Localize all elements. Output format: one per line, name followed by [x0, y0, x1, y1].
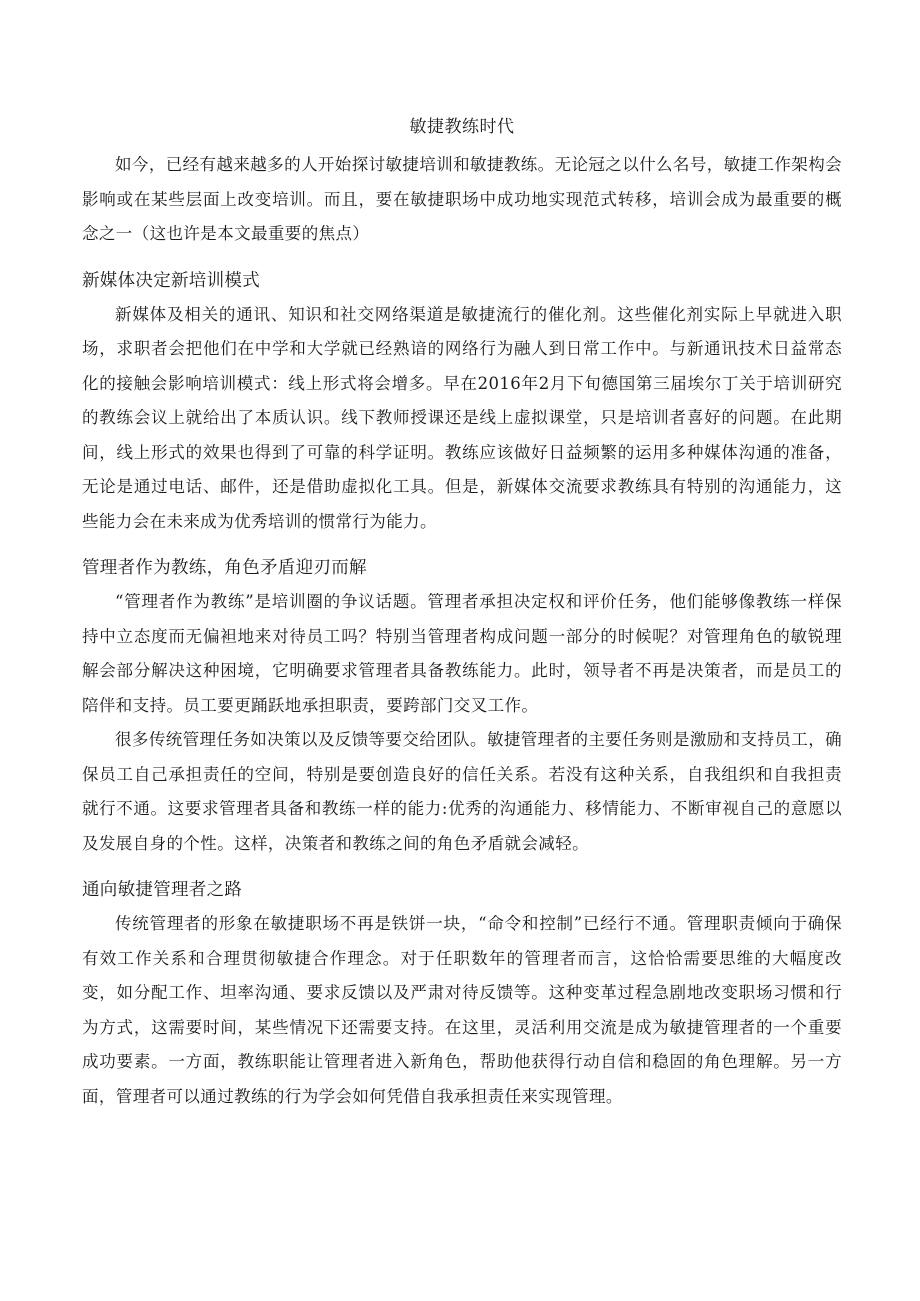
section-paragraph: “管理者作为教练”是培训圈的争议话题。管理者承担决定权和评价任务，他们能够像教练一样保持中立态度而无偏袒地来对待员工吗？特别当管理者构成问题一部分的时候呢？对管理角色的敏锐理解会部分解决这种困境，它明确要求管理者具备教练能力。此时，领导者不再是决策者，而是员工的陪伴和支持。员工要更踊跃地承担职责，要跨部门交叉工作。: [82, 592, 842, 715]
section-paragraph: 传统管理者的形象在敏捷职场不再是铁饼一块，“命令和控制”已经行不通。管理职责倾向于确保有效工作关系和合理贯彻敏捷合作理念。对于任职数年的管理者而言，这恰恰需要思维的大幅度改变，如分配工作、坦率沟通、要求反馈以及严肃对待反馈等。这种变革过程急剧地改变职场习惯和行为方式，这需要时间，某些情况下还需要支持。在这里，灵活利用交流是成为敏捷管理者的一个重要成功要素。一方面，教练职能让管理者进入新角色，帮助他获得行动自信和稳固的角色理解。另一方面，管理者可以通过教练的行为学会如何凭借自我承担责任来实现管理。: [82, 914, 842, 1106]
section-heading-manager-as-coach: 管理者作为教练，角色矛盾迎刃而解: [82, 558, 367, 578]
section-paragraph: 新媒体及相关的通讯、知识和社交网络渠道是敏捷流行的催化剂。这些催化剂实际上早就进入职场，求职者会把他们在中学和大学就已经熟谙的网络行为融人到日常工作中。与新通讯技术日益常态化的接触会影响培训模式：线上形式将会增多。早在2016年2月下旬德国第三届埃尔丁关于培训研究的教练会议上就给出了本质认识。线下教师授课还是线上虚拟课堂，只是培训者喜好的问题。在此期间，线上形式的效果也得到了可靠的科学证明。教练应该做好日益频繁的运用多种媒体沟通的准备，无论是通过电话、邮件，还是借助虚拟化工具。但是，新媒体交流要求教练具有特别的沟通能力，这些能力会在未来成为优秀培训的惯常行为能力。: [82, 304, 842, 531]
section-heading-new-media: 新媒体决定新培训模式: [82, 270, 260, 291]
document-page: [82, 112, 842, 1114]
section-paragraph: 很多传统管理任务如决策以及反馈等要交给团队。敏捷管理者的主要任务则是激励和支持员工，确保员工自己承担责任的空间，特别是要创造良好的信任关系。若没有这种关系，自我组织和自我担责就行不通。这要求管理者具备和教练一样的能力:优秀的沟通能力、移情能力、不断审视自己的意愿以及发展自身的个性。这样，决策者和教练之间的角色矛盾就会减轻。: [82, 730, 842, 853]
intro-paragraph: 如今，已经有越来越多的人开始探讨敏捷培训和敏捷教练。无论冠之以什么名号，敏捷工作架构会影响或在某些层面上改变培训。而且，要在敏捷职场中成功地实现范式转移，培训会成为最重要的概念之一（这也许是本文最重要的焦点）: [82, 155, 842, 243]
document-title: 敏捷教练时代: [409, 117, 515, 137]
section-heading-agile-manager-path: 通向敏捷管理者之路: [82, 880, 243, 900]
